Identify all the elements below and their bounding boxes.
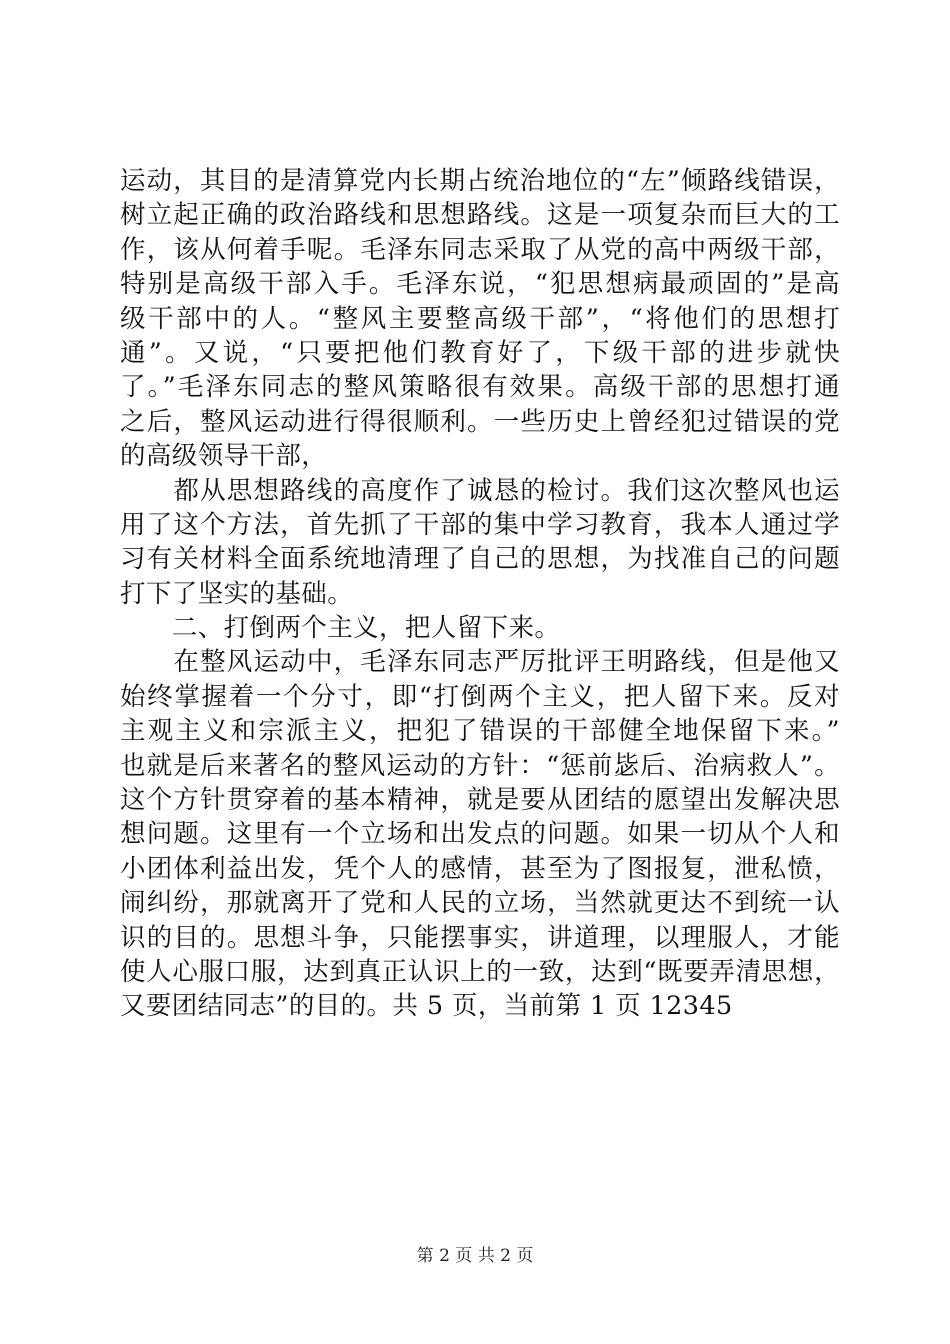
text-line: 作，该从何着手呢。毛泽东同志采取了从党的高中两级干部， [120,234,840,265]
text-line: 用了这个方法，首先抓了干部的集中学习教育，我本人通过学 [120,509,840,540]
text-line: 都从思想路线的高度作了诚恳的检讨。我们这次整风也运 [120,475,840,506]
text-line: 在整风运动中，毛泽东同志严厉批评王明路线，但是他又 [120,647,840,678]
text-line: 主观主义和宗派主义，把犯了错误的干部健全地保留下来。” [120,716,840,747]
page-footer: 第 2 页 共 2 页 [416,1246,534,1266]
text-line: 级干部中的人。“整风主要整高级干部”，“将他们的思想打 [120,303,840,334]
text-line: 又要团结同志”的目的。共 5 页，当前第 1 页 12345 [120,991,733,1022]
text-line: 使人心服口服，达到真正认识上的一致，达到“既要弄清思想， [120,956,840,987]
text-line: 识的目的。思想斗争，只能摆事实，讲道理，以理服人，才能 [120,922,840,953]
text-line: 的高级领导干部， [120,441,328,472]
text-line: 运动，其目的是清算党内长期占统治地位的“左”倾路线错误， [120,166,840,196]
text-line: 也就是后来著名的整风运动的方针：“惩前毖后、治病救人”。 [120,750,840,781]
text-line: 这个方针贯穿着的基本精神，就是要从团结的愿望出发解决思 [120,785,840,816]
text-line: 习有关材料全面系统地清理了自己的思想，为找准自己的问题 [120,544,840,575]
text-line: 想问题。这里有一个立场和出发点的问题。如果一切从个人和 [120,819,840,850]
text-line: 小团体利益出发，凭个人的感情，甚至为了图报复，泄私愤， [120,853,840,884]
text-line: 树立起正确的政治路线和思想路线。这是一项复杂而巨大的工 [120,200,840,231]
document-body [120,164,840,1024]
text-line: 特别是高级干部入手。毛泽东说，“犯思想病最顽固的”是高 [120,269,840,300]
section-heading: 二、打倒两个主义，把人留下来。 [120,613,561,644]
text-line: 闹纠纷，那就离开了党和人民的立场，当然就更达不到统一认 [120,888,840,919]
text-line: 之后，整风运动进行得很顺利。一些历史上曾经犯过错误的党 [120,406,840,437]
text-line: 始终掌握着一个分寸，即“打倒两个主义，把人留下来。反对 [120,681,840,712]
text-line: 通”。又说，“只要把他们教育好了，下级干部的进步就快 [120,337,840,368]
text-line: 了。”毛泽东同志的整风策略很有效果。高级干部的思想打通 [120,372,840,403]
text-line: 打下了坚实的基础。 [120,578,354,609]
